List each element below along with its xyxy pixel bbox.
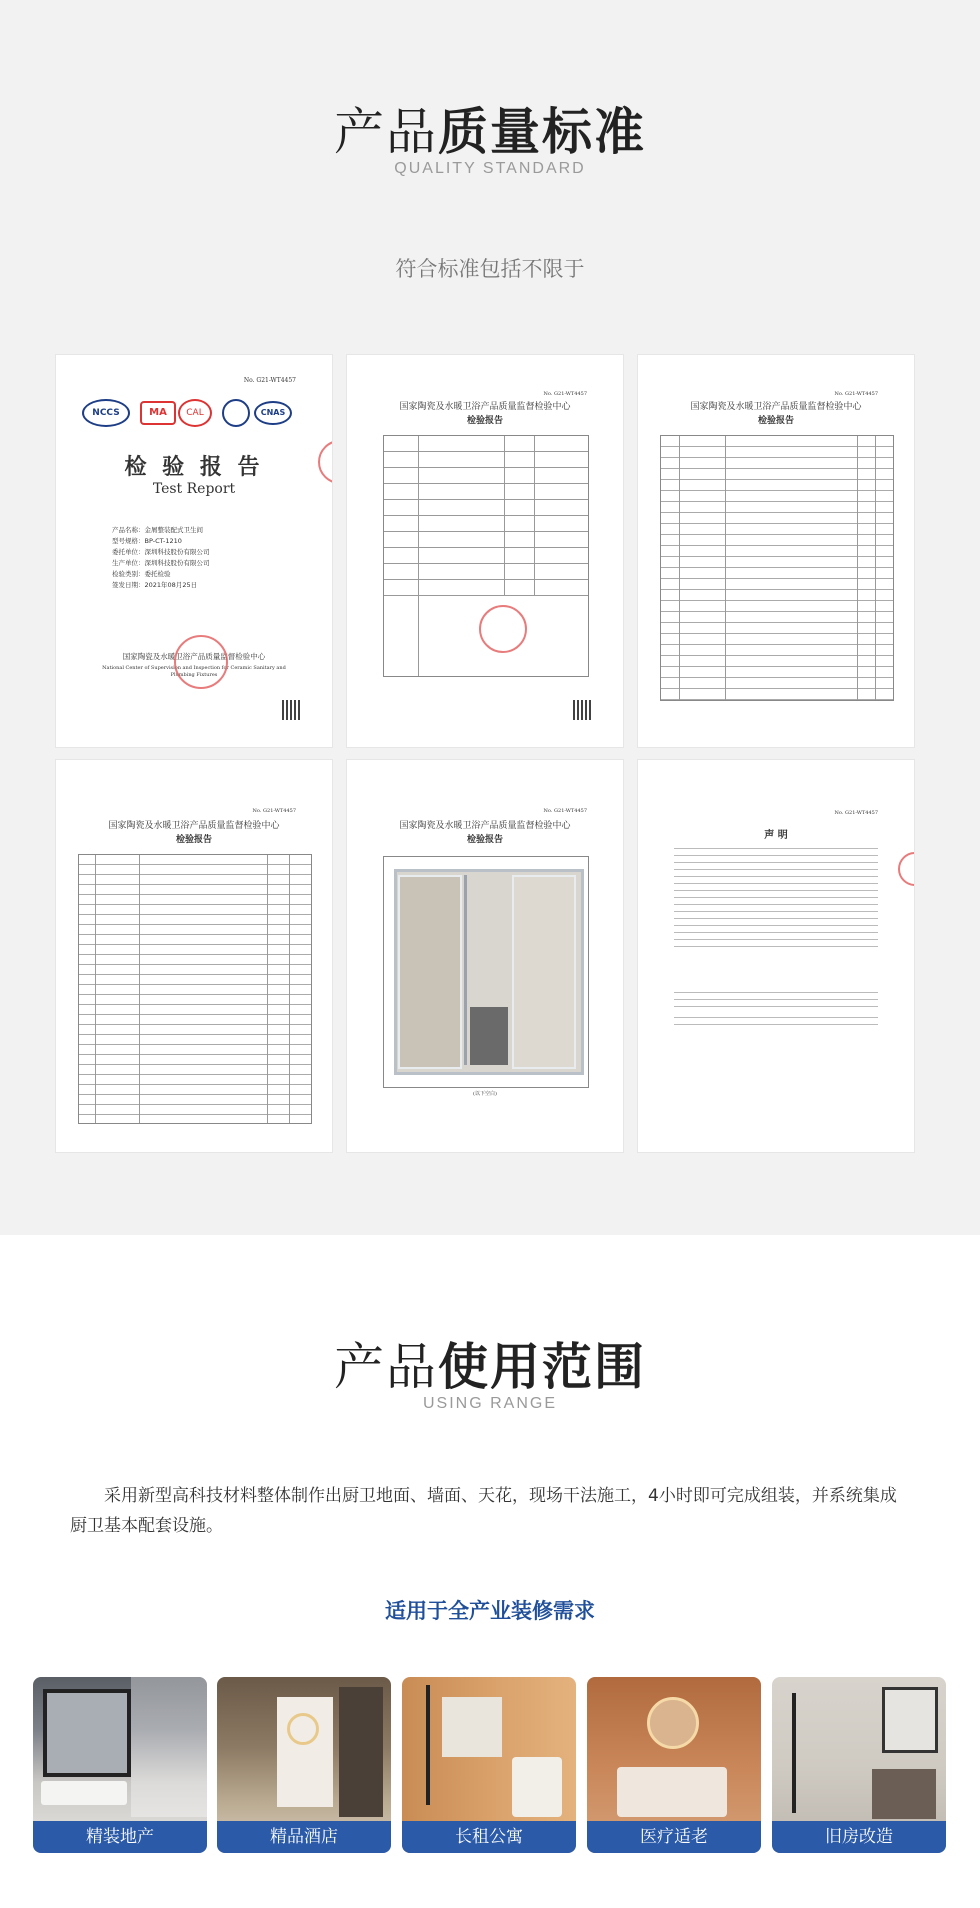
report-table	[78, 854, 312, 1124]
issuer-name-en: National Center of Supervision and Inspection for Ceramic Sanitary and Plumbing Fixtures	[102, 665, 286, 678]
page-heading: 国家陶瓷及水暖卫浴产品质量监督检验中心	[399, 402, 571, 412]
report-number: No. G21-WT4457	[543, 808, 587, 814]
report-number: No. G21-WT4457	[834, 391, 878, 397]
page-heading: 国家陶瓷及水暖卫浴产品质量监督检验中心	[690, 402, 862, 412]
contact-info	[674, 992, 878, 1031]
quality-title: 产品质量标准	[334, 103, 646, 161]
report-page-4[interactable]	[56, 760, 332, 1152]
report-number: No. G21-WT4457	[243, 377, 296, 384]
quality-lead: 符合标准包括不限于	[395, 257, 585, 281]
bathroom-photo	[383, 856, 589, 1088]
report-subtitle: Test Report	[152, 481, 236, 497]
scenario-card-real-estate[interactable]	[33, 1677, 207, 1853]
page-subheading: 检验报告	[175, 835, 212, 845]
scenario-card-elderly-care[interactable]	[587, 1677, 761, 1853]
statement-page[interactable]	[638, 760, 914, 1152]
report-number: No. G21-WT4457	[834, 810, 878, 816]
report-page-3[interactable]	[638, 355, 914, 747]
page-subheading: 检验报告	[466, 835, 503, 845]
photo-caption: (以下空白)	[473, 1091, 497, 1097]
seal-stamp	[479, 605, 527, 653]
scenario-label: 旧房改造	[772, 1821, 946, 1853]
qr-code-icon	[282, 700, 302, 720]
report-details: 产品名称：金屑整装配式卫生间 型号规格：BP-CT-1210 委托单位：深圳科技股份有限公司 生产单位：深圳科技股份有限公司 检验类别：委托检验 签发日期：2021年08月25日	[112, 526, 210, 589]
certificate-cover[interactable]	[56, 355, 332, 747]
seal-stamp	[898, 852, 914, 886]
scenario-label: 精装地产	[33, 1821, 207, 1853]
scenario-label: 长租公寓	[402, 1821, 576, 1853]
qr-code-icon	[573, 700, 593, 720]
report-title: 检 验 报 告	[124, 454, 264, 480]
usage-subtitle: USING RANGE	[422, 1395, 557, 1412]
report-table	[660, 435, 894, 701]
page-subheading: 检验报告	[757, 416, 794, 426]
usage-heading: 适用于全产业装修需求	[385, 1599, 595, 1623]
report-page-photo[interactable]	[347, 760, 623, 1152]
report-page-2[interactable]	[347, 355, 623, 747]
scenario-card-apartment[interactable]	[402, 1677, 576, 1853]
accreditation-logos: NCCS MA CAL CNAS	[82, 399, 312, 425]
page-heading: 国家陶瓷及水暖卫浴产品质量监督检验中心	[399, 821, 571, 831]
quality-subtitle: QUALITY STANDARD	[394, 160, 586, 177]
statement-heading: 声 明	[764, 830, 788, 841]
page-subheading: 检验报告	[466, 416, 503, 426]
scenario-card-renovation[interactable]	[772, 1677, 946, 1853]
seal-stamp	[174, 635, 228, 689]
issuer-name: 国家陶瓷及水暖卫浴产品质量监督检验中心	[122, 652, 266, 661]
statement-text	[674, 848, 878, 953]
scenario-card-hotel[interactable]	[217, 1677, 391, 1853]
report-number: No. G21-WT4457	[543, 391, 587, 397]
usage-title: 产品使用范围	[334, 1338, 646, 1396]
usage-description: 采用新型高科技材料整体制作出厨卫地面、墙面、天花，现场干法施工，4小时即可完成组装，并系统集成厨卫基本配套设施。	[70, 1486, 897, 1536]
scenario-label: 医疗适老	[587, 1821, 761, 1853]
report-number: No. G21-WT4457	[252, 808, 296, 814]
scenario-label: 精品酒店	[217, 1821, 391, 1853]
page-heading: 国家陶瓷及水暖卫浴产品质量监督检验中心	[108, 821, 280, 831]
